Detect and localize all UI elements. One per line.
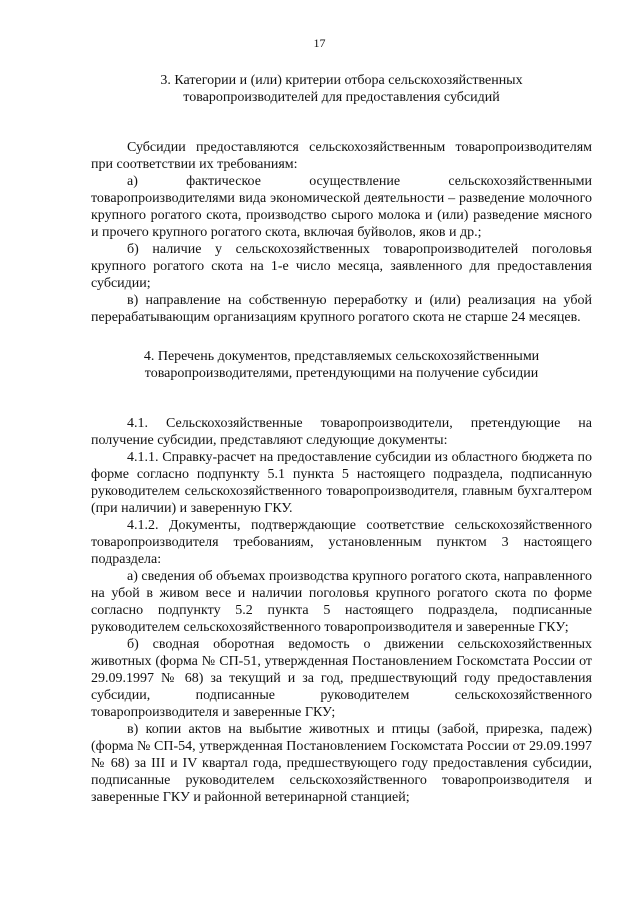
section-4-heading: [91, 348, 592, 382]
paragraph-4-1-2: 4.1.2. Документы, подтверждающие соответствие сельскохозяйственного товаропроизводителя требованиям, установленным пунктом 3 настоящего подраздела:: [91, 518, 592, 567]
page-number: 17: [313, 36, 326, 50]
document-item-v: в) копии актов на выбытие животных и птицы (забой, прирезка, падеж) (форма № СП-54, утвержденная Постановлением Госкомстата России от 29.09.1997 № 68) за III и IV квартал года, предшествующего году предоставления субсидии, подписанные руководителем сельскохозяйственного товаропроизводителя и заверенные ГКУ и районной ветеринарной станцией;: [91, 722, 592, 805]
section-3-heading: [91, 72, 592, 106]
document-item-b: б) сводная оборотная ведомость о движении сельскохозяйственных животных (форма № СП-51, утвержденная Постановлением Госкомстата России от 29.09.1997 № 68) за текущий и за год, предшествующий году предоставления субсидии, подписанные руководителем сельскохозяйственного товаропроизводителя и заверенные ГКУ;: [91, 637, 592, 720]
section-4-heading-line-2: товаропроизводителями, претендующими на получение субсидии: [144, 366, 539, 381]
section-3-intro: Субсидии предоставляются сельскохозяйственным товаропроизводителям при соответствии их требованиям:: [91, 140, 592, 172]
section-3-item-v: в) направление на собственную переработку и (или) реализация на убой перерабатывающим организациям крупного рогатого скота не старше 24 месяцев.: [91, 293, 592, 325]
document-item-a: а) сведения об объемах производства крупного рогатого скота, направленного на убой в живом весе и наличии поголовья крупного рогатого скота по форме согласно подпункту 5.2 пункта 5 настоящего подраздела, подписанные руководителем сельскохозяйственного товаропроизводителя и заверенные ГКУ;: [91, 569, 592, 635]
section-3-heading-line-2: товаропроизводителей для предоставления субсидий: [183, 90, 500, 105]
page-content: [91, 72, 592, 806]
paragraph-4-1-1: 4.1.1. Справку-расчет на предоставление субсидии из областного бюджета по форме согласно подпункту 5.1 пункта 5 настоящего подраздела, подписанную руководителем сельскохозяйственного товаропроизводителя, главным бухгалтером (при наличии) и заверенную ГКУ.: [91, 450, 592, 516]
section-4-heading-line-1: 4. Перечень документов, представляемых сельскохозяйственными: [143, 349, 540, 364]
section-3-item-b: б) наличие у сельскохозяйственных товаропроизводителей поголовья крупного рогатого скота на 1-е число месяца, заявленного для предоставления субсидии;: [91, 242, 592, 291]
section-3-heading-line-1: 3. Категории и (или) критерии отбора сельскохозяйственных: [160, 73, 523, 88]
section-3-item-a: а) фактическое осуществление сельскохозяйственными товаропроизводителями вида экономической деятельности – разведение молочного крупного рогатого скота, производство сырого молока и (или) разведение мясного и прочего крупного рогатого скота, включая буйволов, яков и др.;: [91, 174, 592, 240]
paragraph-4-1: 4.1. Сельскохозяйственные товаропроизводители, претендующие на получение субсидии, представляют следующие документы:: [91, 416, 592, 448]
